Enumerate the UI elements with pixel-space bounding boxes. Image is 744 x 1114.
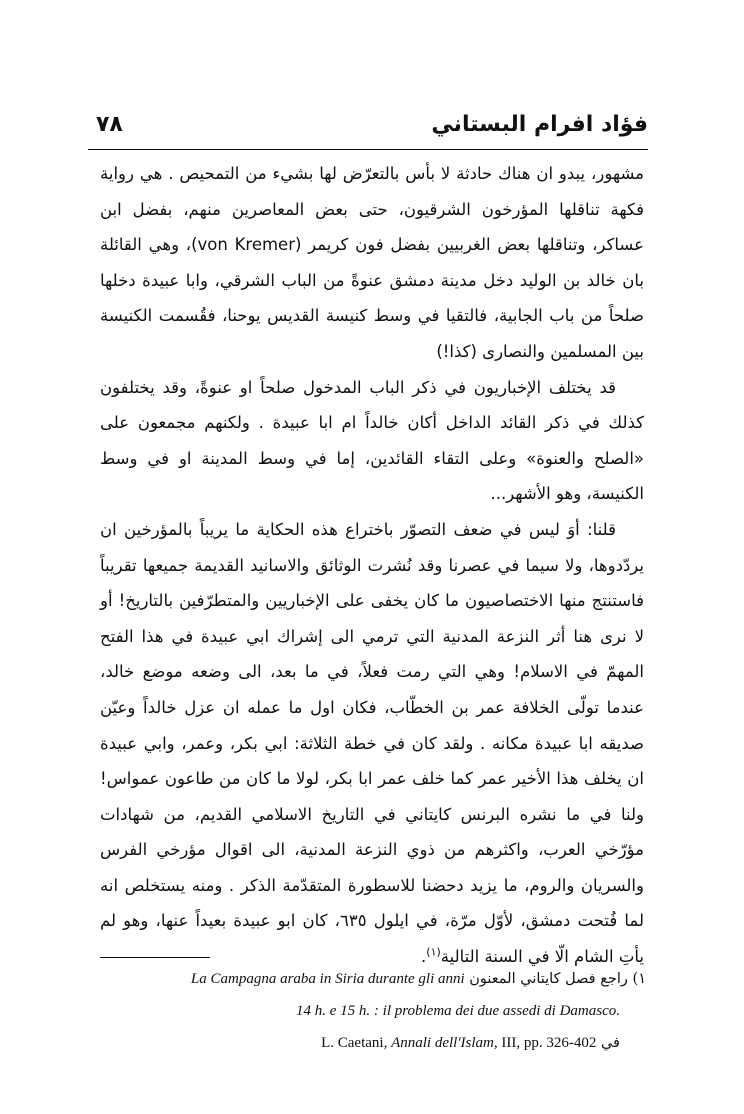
footnote: [100, 963, 646, 1059]
footnote-work: Annali dell'Islam,: [391, 1035, 498, 1051]
footnote-citation: [321, 1035, 596, 1051]
footnote-line-3: [100, 1027, 646, 1059]
footnote-title-part-1: La Campagna araba in Siria durante gli anni: [190, 971, 465, 987]
footnote-lead: راجع فصل كايتاني المعنون: [469, 971, 628, 987]
page-header: [88, 104, 648, 150]
footnote-line-2: [100, 995, 646, 1027]
running-title: فؤاد افرام البستاني: [431, 112, 648, 137]
footnote-rule: [100, 957, 210, 958]
paragraph-3-end: .: [421, 947, 427, 967]
body-text: [100, 156, 644, 975]
footnote-number: ١): [632, 971, 646, 987]
footnote-marker[interactable]: (١): [426, 945, 441, 959]
paragraph-2: قد يختلف الإخباريون في ذكر الباب المدخول صلحاً او عنوةً، وقد يختلفون كذلك في ذكر القائد الداخل أكان خالداً ام ابا عبيدة . ولكنهم مجمعون على «الصلح والعنوة» وعلى التقاء القائدين، إما في وسط المدينة او في وسط الكنيسة، وهو الأشهر...: [100, 377, 644, 504]
paragraph-3-text: قلنا: أوَ ليس في ضعف التصوّر باختراع هذه الحكاية ما يريباً بالمؤرخين ان يردّدوها، ولا سيما في عصرنا وقد نُشرت الوثائق والاسانيد القديمة جميعها تقريباً فاستنتج منها الاختصاصيون ما كان يخفى على الإخباريين والمتطرّفين بالتاريخ! أو لا نرى هنا أثر النزعة المدنية التي ترمي الى إشراك ابي عبيدة في هذا الفتح المهمّ في الاسلام! وهي التي رمت فعلاً، في ما بعد، الى وضعه موضع خالد، عندما تولّى الخلافة عمر بن الخطّاب، فكان اول ما عمله ان عزل خالداً وعيّن صديقه ابا عبيدة مكانه . ولقد كان في خطة الثلاثة: ابي بكر، وعمر، وابي عبيدة ان يخلف هذا الأخير عمر كما خلف عمر ابا بكر، لولا ما كان من طاعون عمواس! ولنا في ما نشره البرنس كايتاني في التاريخ الاسلامي القديم، من شهادات مؤرّخي العرب، واكثرهم من ذوي النزعة المدنية، الى اقوال مؤرخي الفرس والسريان والروم، ما يزيد دحضنا للاسطورة المتقدّمة الذكر . ومنه يستخلص انه لما فُتحت دمشق، لأوّل مرّة، في ايلول ٦٣٥، كان ابو عبيدة بعيداً عنها، وهو لم يأتِ الشام الّا في السنة التالية: [100, 519, 645, 967]
header-rule: [88, 149, 648, 150]
page-number: ٧٨: [96, 112, 123, 137]
footnote-title-part-2: 14 h. e 15 h. : il problema dei due assedi di Damasco.: [296, 1003, 620, 1019]
paragraph-3: [100, 512, 644, 975]
paragraph-1: مشهور، يبدو ان هناك حادثة لا بأس بالتعرّض لها بشيء من التمحيص . هي رواية فكهة تناقلها المؤرخون الشرقيون، حتى بعض المعاصرين منهم، بفضل ابن عساكر، وتناقلها بعض الغربيين بفضل فون كريمر (von Kremer)، وهي القائلة بان خالد بن الوليد دخل مدينة دمشق عنوةً من الباب الشرقي، وابا عبيدة دخلها صلحاً من باب الجابية، فالتقيا في وسط كنيسة القديس يوحنا، فقُسمت الكنيسة بين المسلمين والنصارى (كذا!): [100, 164, 644, 361]
footnote-pages: III, pp. 326-402: [501, 1035, 597, 1051]
footnote-line-1: [100, 963, 646, 995]
footnote-prefix: في: [600, 1035, 620, 1051]
footnote-author: L. Caetani,: [321, 1035, 388, 1051]
